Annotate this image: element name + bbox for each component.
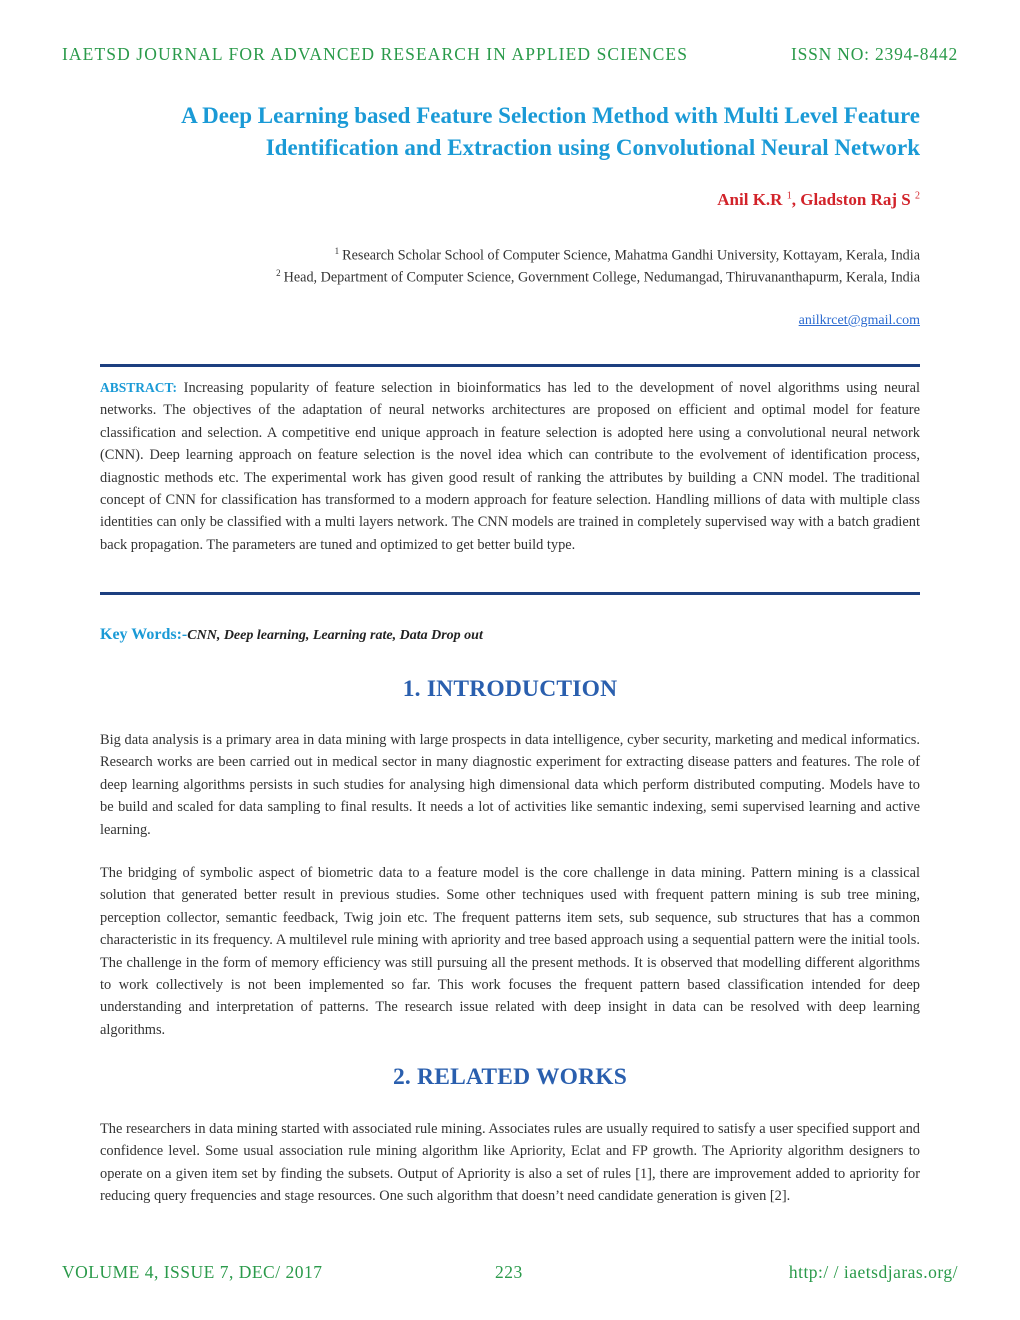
volume-issue: VOLUME 4, ISSUE 7, DEC/ 2017 (62, 1262, 323, 1282)
body-paragraph: The bridging of symbolic aspect of biometric data to a feature model is the core challenge in data mining. Pattern mining is a classical solution that generated better result in previous studies. Some other techniques used with frequent pattern mining is sub tree mining, perception collector, semantic feedback, Twig join etc. The frequent patterns item sets, sub sequence, sub structures that has a common characteristic in its frequency. A multilevel rule mining with apriority and tree based approach using a sequential pattern were the initial tools. The challenge in the form of memory efficiency was still pursuing all the present methods. It is observed that modelling different algorithms to work collectively is not been implemented so far. This work focuses the frequent pattern based classification intended for deep understanding and interpretation of patterns. The research issue related with deep insight in data can be resolved with deep learning algorithms. (100, 865, 920, 1038)
author-line (717, 190, 920, 210)
abstract-top-divider (100, 364, 920, 367)
author-separator: , (791, 190, 801, 209)
page-number: 223 (495, 1262, 523, 1282)
keywords-label: Key Words:- (100, 626, 188, 643)
author-affil-mark: 1 (786, 190, 792, 202)
body-paragraph: Big data analysis is a primary area in data mining with large prospects in data intelligence, cyber security, marketing and medical informatics. Research works are been carried out in medical sector in many diagnostic experiment for extracting disease patters and features. The role of deep learning algorithms persists in such studies for analysing high dimensional data which perform distributed computing. Models have to be build and scaled for data sampling to final results. It needs a lot of activities like semantic indexing, semi supervised learning and active learning. (100, 732, 920, 838)
keywords (100, 626, 483, 644)
abstract-label: ABSTRACT: (100, 380, 178, 395)
journal-url-link[interactable]: http:/ / iaetsdjaras.org/ (788, 1262, 958, 1282)
section-heading-related-works: 2. RELATED WORKS (392, 1064, 628, 1090)
issn: ISSN NO: 2394-8442 (790, 44, 958, 64)
author-name: Gladston Raj S (800, 190, 911, 209)
journal-name: IAETSD JOURNAL FOR ADVANCED RESEARCH IN APPLIED SCIENCES (62, 44, 689, 64)
affiliation-text: Head, Department of Computer Science, Government College, Nedumangad, Thiruvananthapurm, Kerala, India (283, 269, 920, 286)
affiliation (276, 268, 920, 287)
author-name: Anil K.R (717, 190, 783, 209)
journal-header (62, 44, 958, 65)
keywords-terms: CNN, Deep learning, Learning rate, Data Drop out (187, 628, 483, 643)
abstract-text: Increasing popularity of feature selection in bioinformatics has led to the development of novel algorithms using neural networks. The objectives of the adaptation of neural networks architectures are proposed on efficient and optimal model for feature classification and selection. A competitive end unique approach in feature selection is adopted here using a convolutional neural network (CNN). Deep learning approach on feature selection is the novel idea which can contribute to the evolvement of identification process, diagnostic methods etc. The experimental work has given good result of ranking the attributes by building a CNN model. The traditional concept of CNN for classification has transformed to a modern approach for feature selection. Handling millions of data with multiple class identities can only be classified with a multi layers network. The CNN models are trained in completely supervised way with a batch gradient back propagation. The parameters are tuned and optimized to get better build type. (100, 380, 920, 553)
affiliation (335, 246, 920, 265)
author-affil-mark: 2 (915, 190, 920, 202)
abstract (100, 377, 920, 556)
page-footer (62, 1262, 958, 1283)
affiliation-text: Research Scholar School of Computer Science, Mahatma Gandhi University, Kottayam, Kerala, India (342, 247, 920, 264)
section-heading-introduction: 1. INTRODUCTION (402, 676, 618, 702)
body-paragraph: The researchers in data mining started with associated rule mining. Associates rules are usually required to satisfy a user specified support and confidence level. Some usual association rule mining algorithm like Apriority, Eclat and FP growth. The Apriority algorithm designers to operate on a given item set by finding the subsets. Output of Apriority is also a set of rules [1], there are improvement added to apriority for reducing query frequencies and stage resources. One such algorithm that doesn’t need candidate generation is given [2]. (100, 1121, 920, 1205)
affiliation-mark: 1 (334, 246, 340, 256)
paper-title: A Deep Learning based Feature Selection Method with Multi Level Feature Identification and Extraction using Convolutional Neural Network (181, 103, 920, 160)
affiliation-mark: 2 (276, 268, 281, 278)
abstract-bottom-divider (100, 592, 920, 595)
author-email-link[interactable]: anilkrcet@gmail.com (798, 313, 920, 328)
